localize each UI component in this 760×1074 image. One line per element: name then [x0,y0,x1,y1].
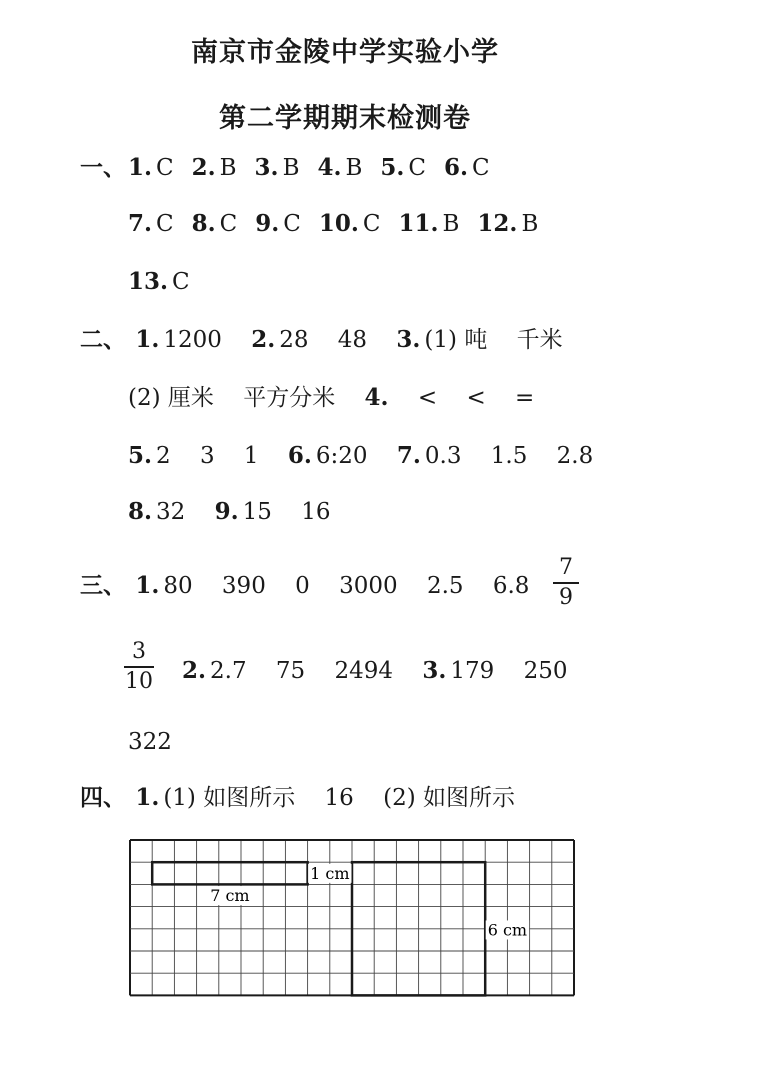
answer: = [515,385,535,411]
answer: 0 [295,573,310,599]
answer: C [283,211,301,237]
q-number: 1. [135,784,160,811]
q-number: 6. [287,442,312,469]
answer: B [442,211,460,237]
answer: 2.7 [210,658,247,684]
answer: (2) [128,385,161,411]
denominator: 10 [125,669,153,694]
answer: 179 [450,658,495,684]
q-number: 6. [444,154,469,181]
sec3-line2 [182,651,740,691]
answer: 15 [242,499,272,525]
sec4-label: 四、 [80,785,126,811]
answer: 2.5 [426,573,464,599]
answer: C [362,211,381,237]
sec2-line2 [128,378,740,418]
question-answer [319,204,381,244]
answer: C [472,155,490,181]
page-title: 南京市金陵中学实验小学 [191,37,499,68]
sec3-label: 三、 [80,573,126,599]
answer: (2) [383,785,416,811]
sec3-line3 [128,722,740,762]
q-number: 13. [128,268,169,295]
question-answer [477,204,538,244]
answer: 16 [301,499,331,525]
answer: C [156,155,174,181]
fraction-7-9 [553,556,579,610]
answer: 390 [221,573,266,599]
fraction-3-10 [124,640,154,694]
answer: 16 [324,785,354,811]
answer: 如图所示 [203,785,296,811]
answer: 80 [163,573,193,599]
question-answer [444,148,490,188]
q-number: 8. [128,498,153,525]
rectangle-7x1 [152,862,307,884]
q-number: 3. [254,154,279,181]
answer: 3 [199,443,215,469]
answer: C [156,211,174,237]
question-answer [128,262,190,302]
q-number: 9. [255,210,280,237]
question-answer [399,204,460,244]
answer: B [282,155,300,181]
answer: 吨 [464,327,488,353]
rect1-width-label: 7 cm [210,886,250,906]
q-number: 4. [317,154,342,181]
sec2-line3 [128,436,740,476]
square-side-label: 6 cm [487,920,528,940]
question-answer [255,148,300,188]
question-answer [128,204,174,244]
answer: 2494 [334,658,394,684]
page-subtitle: 第二学期期末检测卷 [219,103,471,134]
q-number: 2. [251,326,276,353]
q-number: 1. [135,572,160,599]
answer: 如图所示 [423,785,516,811]
answer: 322 [128,729,172,755]
answer: 1200 [163,327,222,353]
q-number: 11. [398,210,439,237]
numerator: 7 [559,555,573,580]
answer: (1) [163,785,196,811]
answer: B [219,155,237,181]
answer: 1 [243,443,259,469]
answer: 75 [275,658,306,684]
answer: < [466,385,486,411]
answer: 0.3 [424,443,462,469]
sec3-line1 [80,566,740,606]
q-number: 1. [128,154,153,181]
q-number: 5. [380,154,405,181]
sec1-line2 [128,204,740,244]
answer: C [219,211,238,237]
answer: 6:20 [315,443,368,469]
question-answer [192,148,237,188]
sec2-line4 [128,492,740,532]
sec1-line3 [128,262,740,302]
question-answer [380,148,426,188]
answer: 32 [156,499,186,525]
q-number: 5. [128,442,153,469]
grid-figure [128,838,596,1016]
q-number: 1. [135,326,160,353]
question-answer [192,204,238,244]
answer: B [345,155,363,181]
rect1-height-label: 1 cm [310,863,350,883]
q-number: 2. [182,657,207,684]
question-answer [128,148,174,188]
sec2-line1 [80,320,740,360]
grid-svg [128,838,596,1012]
answer: 48 [337,327,368,353]
answer: B [521,211,539,237]
sec4-line1 [80,778,740,818]
q-number: 10. [318,210,359,237]
answer: 平方分米 [243,385,336,411]
q-number: 4. [364,384,389,411]
answer: (1) [424,327,457,353]
answer: 2 [156,443,171,469]
q-number: 3. [396,326,421,353]
answer: 28 [279,327,309,353]
answer: 250 [523,658,568,684]
q-number: 2. [191,154,216,181]
sec2-label: 二、 [80,327,126,353]
numerator: 3 [132,639,146,664]
answer: 1.5 [490,443,528,469]
answer: C [172,269,190,295]
answer: 厘米 [167,385,214,411]
q-number: 7. [396,442,421,469]
q-number: 12. [477,210,518,237]
question-answer [255,204,301,244]
answer: 2.8 [556,443,594,469]
denominator: 9 [559,585,573,610]
answer: 千米 [516,327,563,353]
q-number: 9. [214,498,239,525]
question-answer [317,148,362,188]
answer: 3000 [339,573,398,599]
sec1-line1 [80,148,740,188]
q-number: 3. [422,657,447,684]
answer: < [417,385,438,411]
answer: C [408,155,427,181]
q-number: 7. [128,210,153,237]
answer: 6.8 [492,573,530,599]
q-number: 8. [191,210,216,237]
sec1-label: 一、 [80,155,126,181]
